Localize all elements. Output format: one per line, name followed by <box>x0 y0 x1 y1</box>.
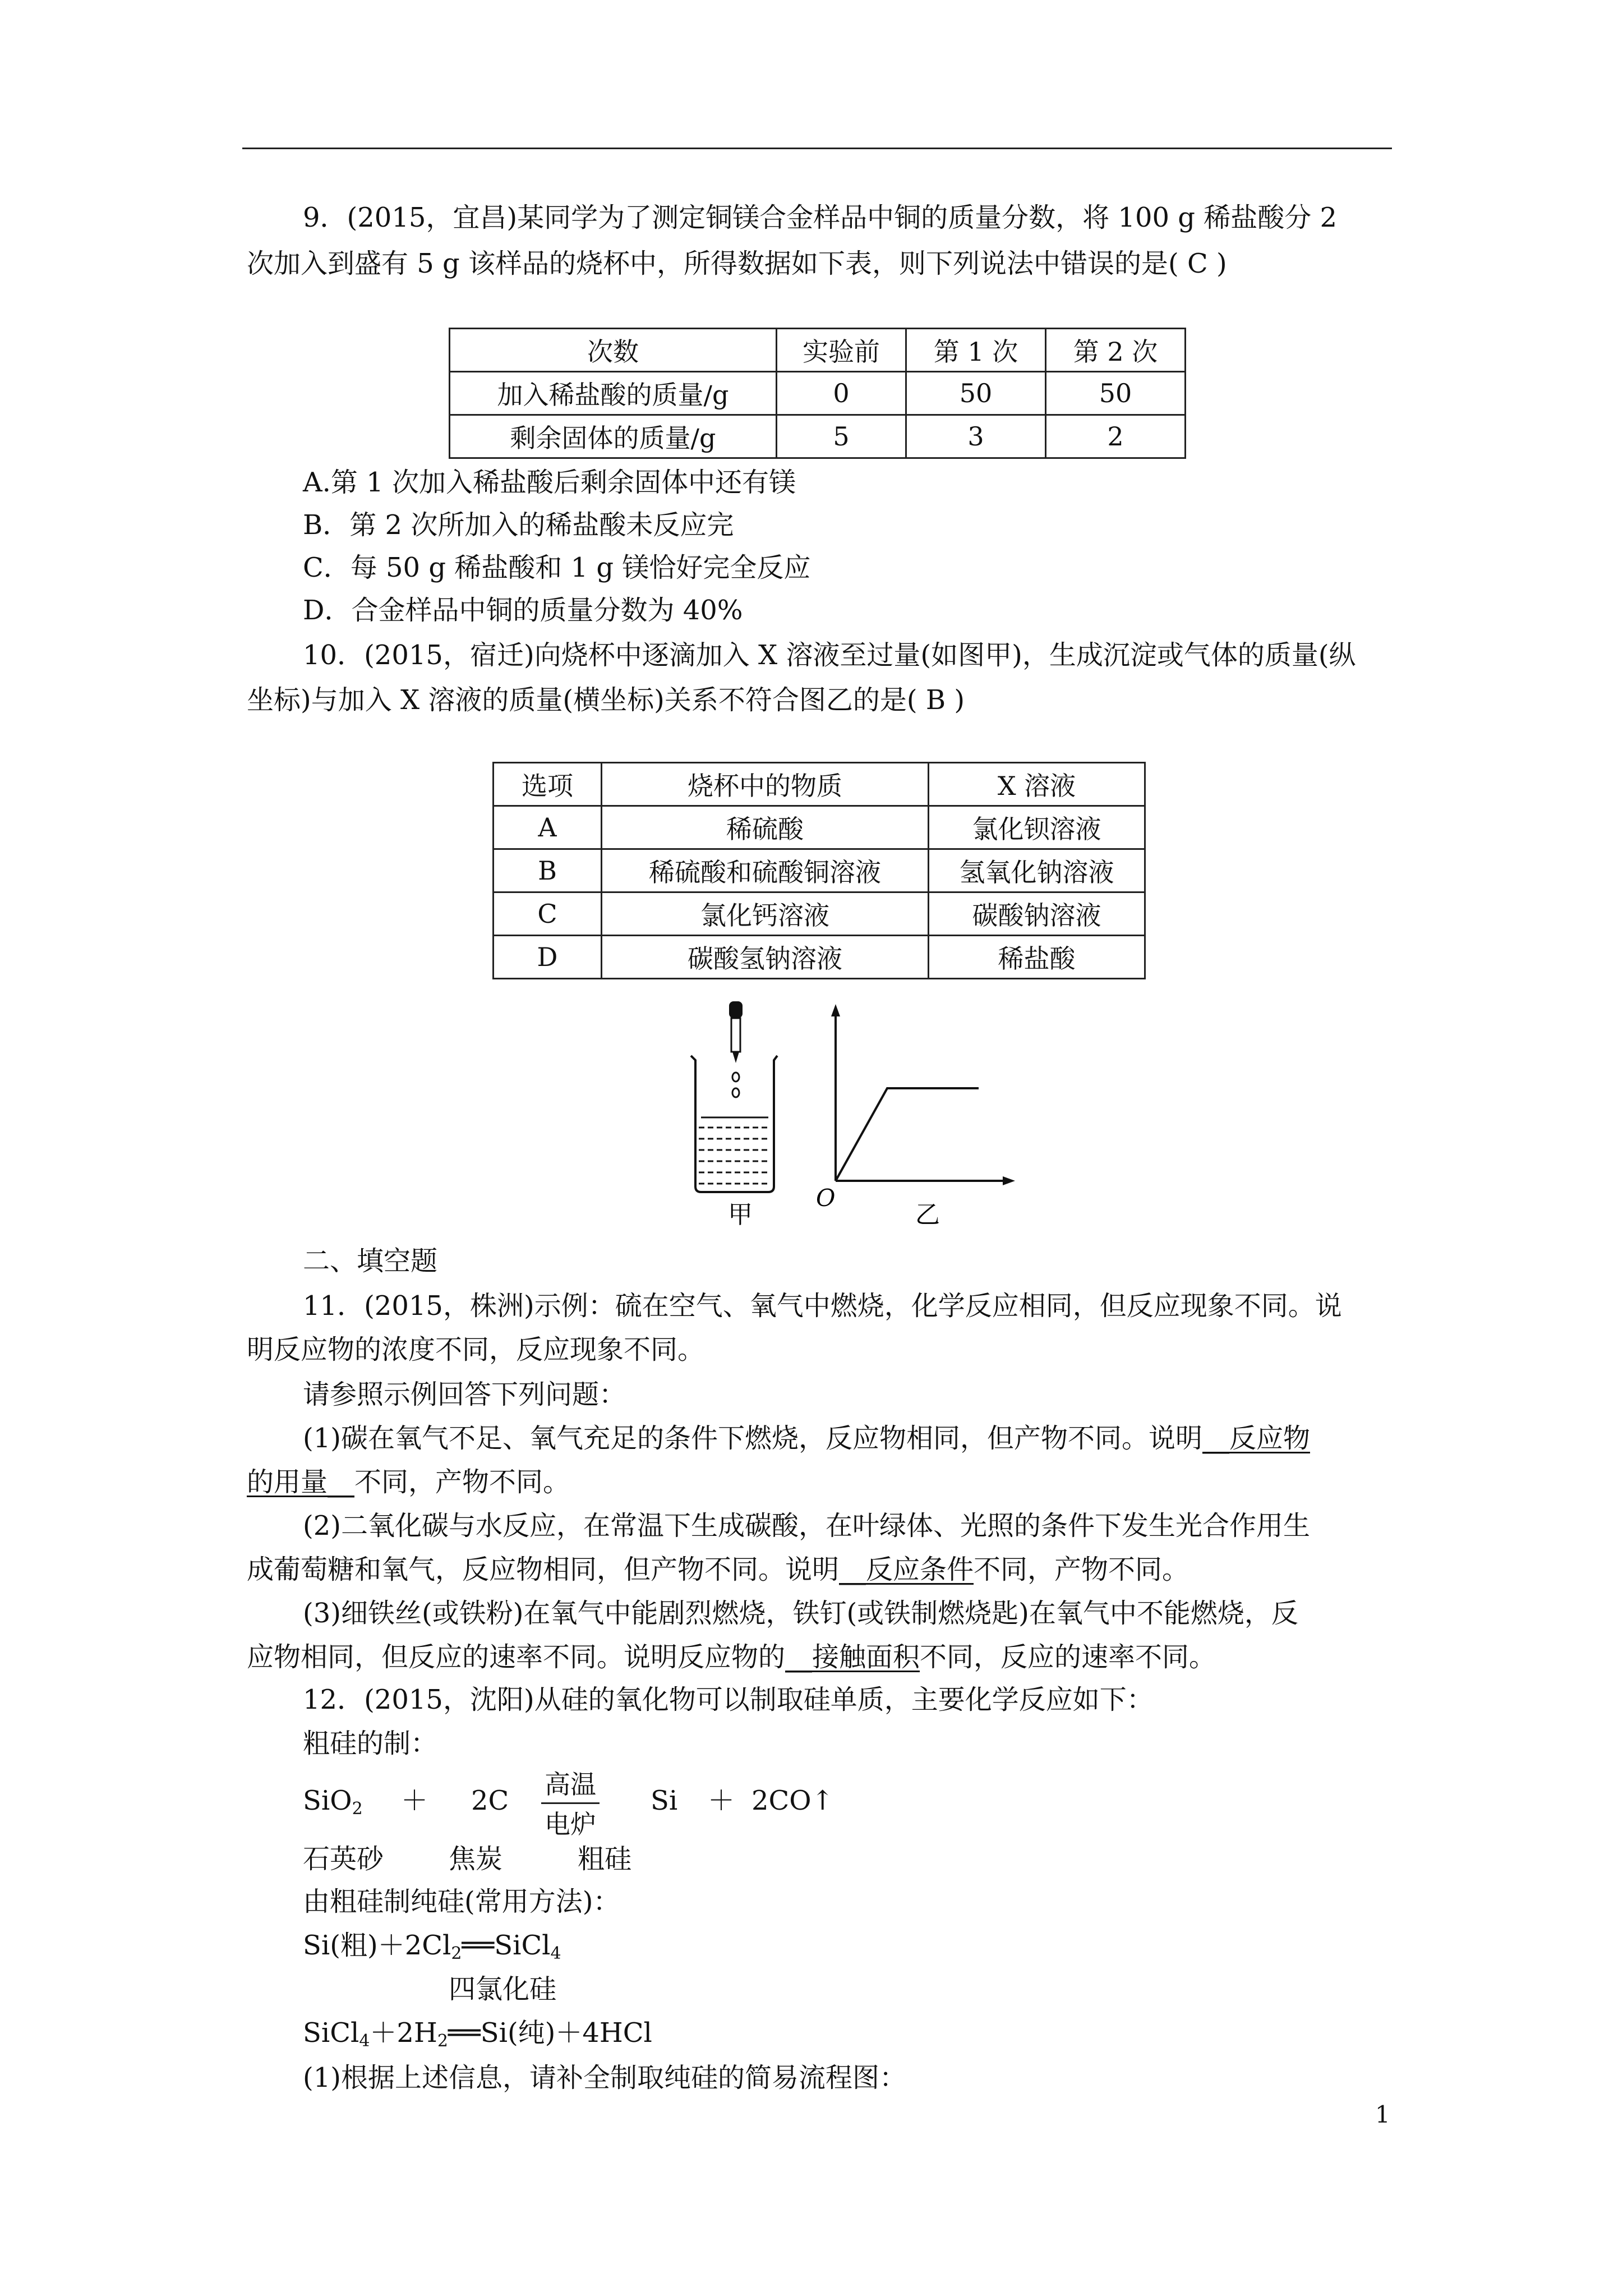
origin-label: O <box>816 1184 836 1212</box>
q9-option-d: D．合金样品中铜的质量分数为 40% <box>303 595 743 626</box>
table-cell: 烧杯中的物质 <box>602 763 929 806</box>
table-cell: B <box>494 849 602 892</box>
table-cell: 50 <box>906 372 1046 415</box>
subscript: 4 <box>550 1944 561 1963</box>
q11-line3: 请参照示例回答下列问题： <box>303 1379 626 1410</box>
table-cell: 2 <box>1046 415 1186 458</box>
text: 不同，产物不同。 <box>974 1554 1189 1585</box>
q10-figure <box>628 993 1021 1228</box>
q11-line1: 11．(2015，株洲)示例：硫在空气、氧气中燃烧，化学反应相同，但反应现象不同。说 <box>303 1290 1342 1322</box>
beaker-icon <box>691 1056 777 1192</box>
q11-p3-line1: (3)细铁丝(或铁粉)在氧气中能剧烈燃烧，铁钉(或铁制燃烧匙)在氧气中不能燃烧，反 <box>303 1598 1298 1629</box>
table-cell: D <box>494 936 602 979</box>
text: ══SiCl <box>462 1930 551 1961</box>
table-row <box>494 763 1145 806</box>
table-cell: C <box>494 892 602 936</box>
q11-p1-line1 <box>303 1421 1310 1455</box>
answer-blank: __接触面积 <box>785 1641 920 1673</box>
answer-blank: __反应条件 <box>839 1554 974 1585</box>
eq2-name: 四氯化硅 <box>449 1973 557 2005</box>
text: SiCl <box>303 2017 359 2049</box>
subscript: 2 <box>451 1944 462 1963</box>
table-cell: 碳酸钠溶液 <box>929 892 1145 936</box>
table-cell: X 溶液 <box>929 763 1145 806</box>
q11-p3-line2 <box>247 1640 1216 1674</box>
table-row <box>494 806 1145 849</box>
table-cell: A <box>494 806 602 849</box>
eq1-condition <box>541 1764 600 1841</box>
table-cell: 50 <box>1046 372 1186 415</box>
answer-blank: 的用量__ <box>247 1466 355 1498</box>
dropper-icon <box>729 1001 743 1063</box>
condition-bottom: 电炉 <box>545 1809 596 1839</box>
header-rule <box>242 148 1392 149</box>
q11-p1-line2 <box>247 1465 570 1499</box>
table-cell: 第 1 次 <box>906 329 1046 372</box>
table-cell: 剩余固体的质量/g <box>450 415 777 458</box>
fig-label-jia: 甲 <box>728 1200 753 1228</box>
q12-line1: 12．(2015，沈阳)从硅的氧化物可以制取硅单质，主要化学反应如下： <box>303 1684 1154 1715</box>
text: ＋2H <box>370 2017 437 2049</box>
eq1-plus2: ＋ <box>708 1785 735 1816</box>
q9-option-a: A.第 1 次加入稀盐酸后剩余固体中还有镁 <box>303 467 796 498</box>
q9-option-b: B．第 2 次所加入的稀盐酸未反应完 <box>303 509 734 541</box>
eq2 <box>303 1929 561 1971</box>
table-row <box>494 892 1145 936</box>
text: SiO <box>303 1785 352 1816</box>
q11-p2-line2 <box>247 1553 1189 1586</box>
section-title: 二、填空题 <box>303 1245 438 1277</box>
table-cell: 氯化钙溶液 <box>602 892 929 936</box>
table-row <box>450 329 1186 372</box>
table-row <box>494 849 1145 892</box>
table-row <box>494 936 1145 979</box>
subscript: 4 <box>359 2031 370 2051</box>
table-cell: 选项 <box>494 763 602 806</box>
text: 应物相同，但反应的速率不同。说明反应物的 <box>247 1641 786 1673</box>
q9-option-c: C．每 50 g 稀盐酸和 1 g 镁恰好完全反应 <box>303 552 811 583</box>
text: 成葡萄糖和氧气，反应物相同，但产物不同。说明 <box>247 1554 840 1585</box>
eq1-co: 2CO↑ <box>751 1785 834 1816</box>
text: 不同，产物不同。 <box>354 1466 570 1498</box>
text: (1)碳在氧气不足、氧气充足的条件下燃烧，反应物相同，但产物不同。说明 <box>303 1423 1202 1454</box>
table-cell: 氢氧化钠溶液 <box>929 849 1145 892</box>
table-cell: 加入稀盐酸的质量/g <box>450 372 777 415</box>
fig-label-yi: 乙 <box>915 1200 940 1228</box>
condition-top: 高温 <box>545 1769 596 1800</box>
name-quartz: 石英砂 <box>303 1843 384 1875</box>
name-crude: 粗硅 <box>578 1843 632 1875</box>
subscript: 2 <box>352 1799 363 1819</box>
table-cell: 氯化钡溶液 <box>929 806 1145 849</box>
table-cell: 次数 <box>450 329 777 372</box>
text: ══Si(纯)＋4HCl <box>448 2017 652 2049</box>
eq1-plus: ＋ <box>401 1785 428 1816</box>
q11-p2-line1: (2)二氧化碳与水反应，在常温下生成碳酸，在叶绿体、光照的条件下发生光合作用生 <box>303 1510 1310 1542</box>
q10-table <box>492 762 1146 979</box>
table-cell: 5 <box>777 415 906 458</box>
q12-pure-title: 由粗硅制纯硅(常用方法)： <box>303 1886 620 1917</box>
eq1-2c: 2C <box>471 1785 509 1816</box>
table-cell: 稀硫酸 <box>602 806 929 849</box>
page-number: 1 <box>1375 2101 1390 2128</box>
table-row <box>450 415 1186 458</box>
q9-table <box>449 328 1186 459</box>
q9-line1: 9．(2015，宜昌)某同学为了测定铜镁合金样品中铜的质量分数，将 100 g 稀盐酸分 2 <box>303 202 1338 233</box>
q11-line2: 明反应物的浓度不同，反应现象不同。 <box>247 1334 705 1365</box>
table-cell: 第 2 次 <box>1046 329 1186 372</box>
table-cell: 碳酸氢钠溶液 <box>602 936 929 979</box>
table-row <box>450 372 1186 415</box>
answer-blank: __反应物 <box>1202 1423 1311 1454</box>
q10-line1: 10．(2015，宿迁)向烧杯中逐滴加入 X 溶液至过量(如图甲)，生成沉淀或气体的质量(纵 <box>303 639 1356 671</box>
text: 不同，反应的速率不同。 <box>920 1641 1216 1673</box>
text: Si(粗)＋2Cl <box>303 1930 451 1961</box>
q9-line2: 次加入到盛有 5 g 该样品的烧杯中，所得数据如下表，则下列说法中错误的是( C ) <box>247 248 1227 279</box>
table-cell: 0 <box>777 372 906 415</box>
q12-sub1: (1)根据上述信息，请补全制取纯硅的简易流程图： <box>303 2062 906 2093</box>
subscript: 2 <box>437 2031 448 2051</box>
graph-yi <box>831 1004 1015 1185</box>
eq3 <box>303 2016 652 2058</box>
table-cell: 稀硫酸和硫酸铜溶液 <box>602 849 929 892</box>
q12-crude-title: 粗硅的制： <box>303 1728 438 1759</box>
q10-line2: 坐标)与加入 X 溶液的质量(横坐标)关系不符合图乙的是( B ) <box>247 684 965 716</box>
eq1-sio2 <box>303 1784 363 1826</box>
table-cell: 3 <box>906 415 1046 458</box>
table-cell: 实验前 <box>777 329 906 372</box>
name-coke: 焦炭 <box>449 1843 503 1875</box>
table-cell: 稀盐酸 <box>929 936 1145 979</box>
eq1-si: Si <box>651 1785 678 1816</box>
